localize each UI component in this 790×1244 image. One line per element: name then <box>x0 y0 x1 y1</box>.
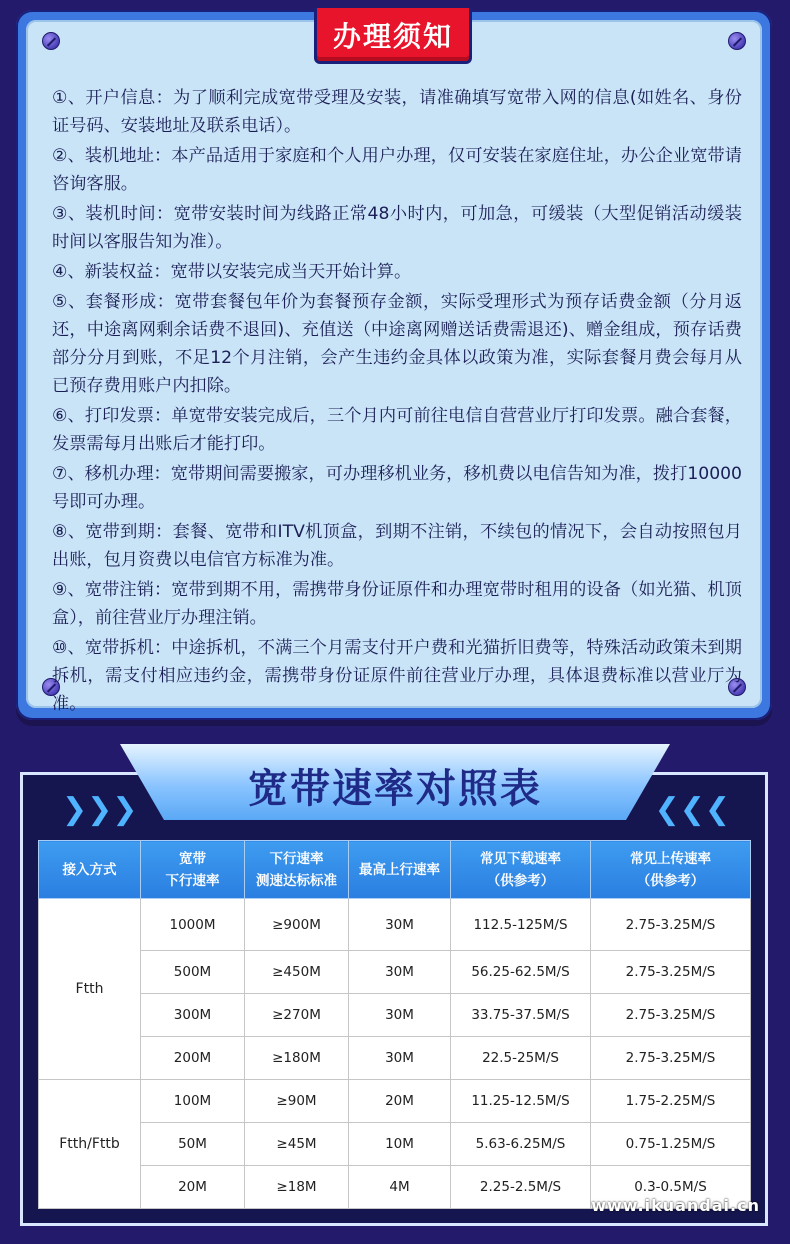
table-cell: 112.5-125M/S <box>451 899 591 951</box>
table-cell: 30M <box>349 899 451 951</box>
notice-item: ⑤、套餐形成：宽带套餐包年价为套餐预存金额，实际受理形式为预存话费金额（分月返还，中途离网剩余话费不退回)、充值送（中途离网赠送话费需退还)、赠金组成，预存话费部分分月到账，不足12个月注销，会产生违约金具体以政策为准，实际套餐月费会每月从已预存费用账户内扣除。 <box>52 292 742 396</box>
table-cell: 30M <box>349 951 451 994</box>
table-cell: ≥450M <box>245 951 349 994</box>
table-cell: ≥900M <box>245 899 349 951</box>
notice-item: ⑥、打印发票：单宽带安装完成后，三个月内可前往电信自营营业厅打印发票。融合套餐，发票需每月出账后才能打印。 <box>52 406 742 454</box>
access-type-cell: Ftth <box>39 899 141 1080</box>
speed-table-title: 宽带速率对照表 <box>248 765 542 812</box>
table-row <box>39 899 751 951</box>
notice-card <box>16 10 772 720</box>
header-upload-speed: 常见上传速率 （供参考） <box>591 841 751 899</box>
table-cell: 2.75-3.25M/S <box>591 951 751 994</box>
table-cell: 10M <box>349 1123 451 1166</box>
table-cell: 20M <box>141 1166 245 1209</box>
table-row <box>39 1080 751 1123</box>
access-type-cell: Ftth/Fttb <box>39 1080 141 1209</box>
table-row <box>39 994 751 1037</box>
table-cell: 0.75-1.25M/S <box>591 1123 751 1166</box>
notice-list <box>52 84 742 720</box>
header-downlink-standard: 下行速率 测速达标标准 <box>245 841 349 899</box>
table-cell: ≥270M <box>245 994 349 1037</box>
table-cell: ≥180M <box>245 1037 349 1080</box>
table-cell: 56.25-62.5M/S <box>451 951 591 994</box>
watermark: www.ikuandai.cn <box>591 1196 760 1215</box>
table-cell: 0.3-0.5M/S <box>591 1166 751 1209</box>
table-cell: 4M <box>349 1166 451 1209</box>
table-cell: 5.63-6.25M/S <box>451 1123 591 1166</box>
notice-item: ③、装机时间：宽带安装时间为线路正常48小时内，可加急，可缓装（大型促销活动缓装时间以客服告知为准）。 <box>52 204 742 252</box>
table-cell: 20M <box>349 1080 451 1123</box>
table-cell: ≥90M <box>245 1080 349 1123</box>
table-cell: 2.75-3.25M/S <box>591 899 751 951</box>
notice-item: ⑨、宽带注销：宽带到期不用，需携带身份证原件和办理宽带时租用的设备（如光猫、机顶盒），前往营业厅办理注销。 <box>52 580 742 628</box>
table-cell: 200M <box>141 1037 245 1080</box>
header-access-type: 接入方式 <box>39 841 141 899</box>
screw-icon <box>728 32 746 50</box>
table-cell: 30M <box>349 994 451 1037</box>
table-cell: ≥18M <box>245 1166 349 1209</box>
speed-table <box>38 840 751 1209</box>
header-bandwidth: 宽带 下行速率 <box>141 841 245 899</box>
table-cell: 2.75-3.25M/S <box>591 994 751 1037</box>
table-cell: 2.25-2.5M/S <box>451 1166 591 1209</box>
chevron-right-icon: ❯❯❯ <box>62 792 138 827</box>
table-cell: 22.5-25M/S <box>451 1037 591 1080</box>
screw-icon <box>42 32 60 50</box>
notice-item: ⑧、宽带到期：套餐、宽带和ITV机顶盒，到期不注销，不续包的情况下，会自动按照包月出账，包月资费以电信官方标准为准。 <box>52 522 742 570</box>
notice-title: 办理须知 <box>314 8 472 64</box>
table-cell: 1.75-2.25M/S <box>591 1080 751 1123</box>
table-header-row <box>39 841 751 899</box>
table-cell: 1000M <box>141 899 245 951</box>
table-row <box>39 1123 751 1166</box>
table-cell: 300M <box>141 994 245 1037</box>
table-cell: ≥45M <box>245 1123 349 1166</box>
table-cell: 11.25-12.5M/S <box>451 1080 591 1123</box>
table-row <box>39 1037 751 1080</box>
notice-item: ②、装机地址：本产品适用于家庭和个人用户办理，仅可安装在家庭住址，办公企业宽带请咨询客服。 <box>52 146 742 194</box>
notice-item: ①、开户信息：为了顺利完成宽带受理及安装，请准确填写宽带入网的信息(如姓名、身份证号码、安装地址及联系电话）。 <box>52 88 742 136</box>
table-cell: 2.75-3.25M/S <box>591 1037 751 1080</box>
chevron-left-icon: ❮❮❮ <box>654 792 730 827</box>
table-cell: 50M <box>141 1123 245 1166</box>
table-row <box>39 951 751 994</box>
notice-item: ④、新装权益：宽带以安装完成当天开始计算。 <box>52 262 412 282</box>
table-cell: 100M <box>141 1080 245 1123</box>
table-cell: 500M <box>141 951 245 994</box>
notice-item: ⑩、宽带拆机：中途拆机，不满三个月需支付开户费和光猫折旧费等，特殊活动政策未到期拆机，需支付相应违约金，需携带身份证原件前往营业厅办理，具体退费标准以营业厅为准。 <box>52 638 742 714</box>
header-download-speed: 常见下载速率 （供参考） <box>451 841 591 899</box>
header-max-uplink: 最高上行速率 <box>349 841 451 899</box>
table-cell: 33.75-37.5M/S <box>451 994 591 1037</box>
notice-panel <box>26 20 762 714</box>
notice-item: ⑦、移机办理：宽带期间需要搬家，可办理移机业务，移机费以电信告知为准，拨打10000号即可办理。 <box>52 464 742 512</box>
table-cell: 30M <box>349 1037 451 1080</box>
